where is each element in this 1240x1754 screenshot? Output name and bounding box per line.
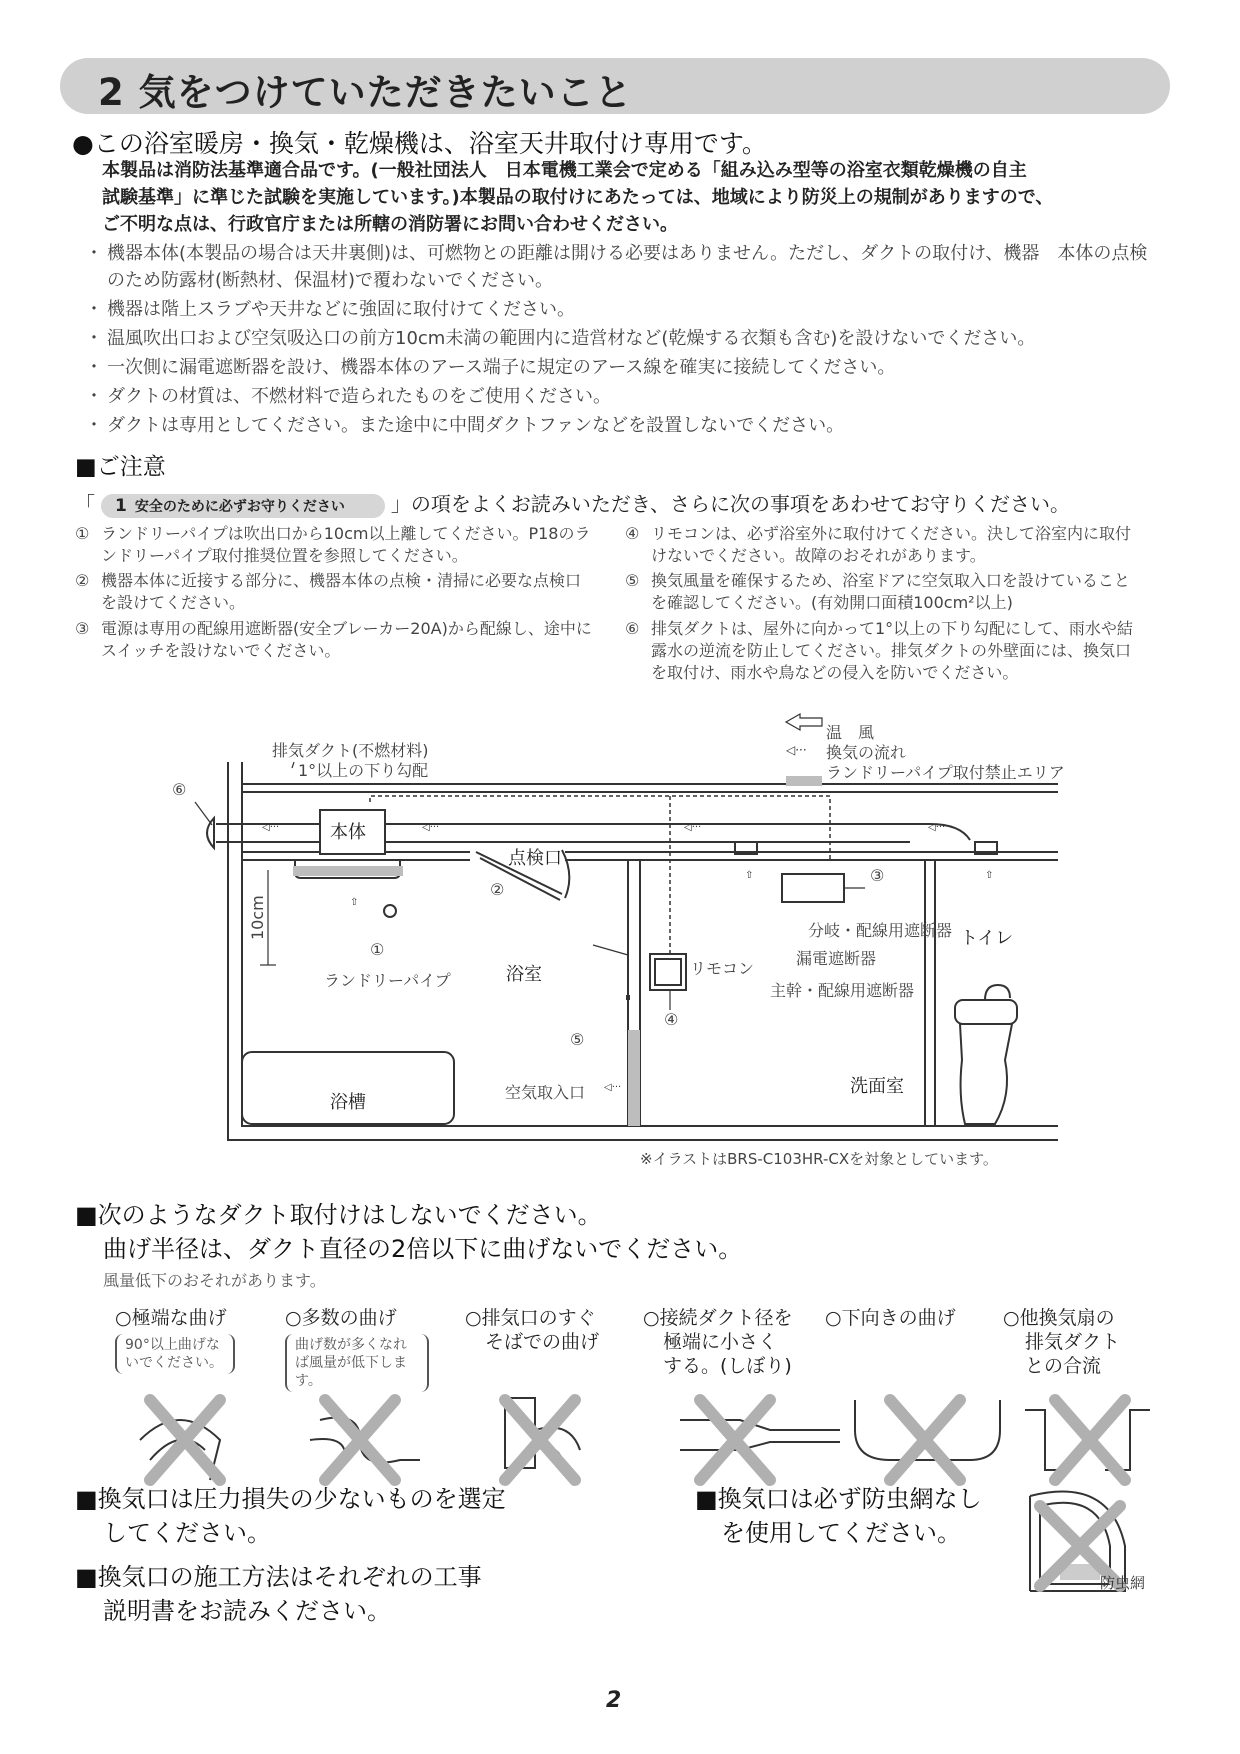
svg-text:◁···: ◁··· [786, 743, 807, 757]
duct-label-2: 1°以上の下り勾配 [298, 761, 429, 780]
caution-reference: 「 1 安全のために必ずお守りください 」の項をよくお読みいただき、さらに次の事項をあわせてお守りください。 [75, 492, 1071, 516]
duct-heading: ■次のようなダクト取付けはしないでください。 曲げ半径は、ダクト直径の2倍以下に曲げないでください。 [75, 1201, 743, 1263]
legend-vent: 換気の流れ [826, 743, 907, 762]
note-3: ③ 電源は専用の配線用遮断器(安全ブレーカー20A)から配線し、途中にスイッチを設けないでください。 [75, 619, 592, 660]
duct-case-6: ○他換気扇の 排気ダクト との合流 [1003, 1307, 1121, 1377]
list-item: ・ ダクトは専用としてください。また途中に中間ダクトファンなどを設置しないでください。 [85, 412, 1165, 439]
list-item: ・ 温風吹出口および空気吸込口の前方10cm未満の範囲内に造営材など(乾燥する衣類も含む)を設けないでください。 [85, 325, 1165, 352]
leakage-breaker-label: 漏電遮断器 [796, 949, 877, 968]
callout-1: ① [370, 940, 385, 959]
duct-case-2: ○多数の曲げ 曲げ数が多くなれば風量が低下します。 [285, 1306, 429, 1392]
section-banner [60, 58, 1170, 114]
unit-label: 本体 [330, 822, 366, 843]
legend-zone: ランドリーパイプ取付禁止エリア [826, 763, 1065, 782]
duct-case-1: ○極端な曲げ 90°以上曲げないでください。 [115, 1306, 235, 1374]
svg-text:◁···: ◁··· [684, 822, 702, 833]
main-breaker-label: 主幹・配線用遮断器 [770, 981, 915, 1000]
note-5: ⑤ 換気風量を確保するため、浴室ドアに空気取入口を設けていることを確認してください。(有効開口面積100cm²以上) [625, 571, 1130, 612]
svg-text:⇧: ⇧ [745, 870, 754, 881]
dimension-10cm: 10cm [248, 895, 267, 940]
note-4: ④ リモコンは、必ず浴室外に取付けてください。決して浴室内に取付けないでください。故障のおそれがあります。 [625, 524, 1132, 565]
note-1: ① ランドリーパイプは吹出口から10cm以上離してください。P18のランドリーパイプ取付推奨位置を参照してください。 [75, 524, 591, 565]
cross-marks [150, 1400, 1125, 1480]
washroom-label: 洗面室 [850, 1076, 904, 1097]
duct-case-3: ○排気口のすぐ そばでの曲げ [465, 1307, 600, 1353]
section-title: 2 気をつけていただきたいこと [98, 71, 633, 114]
callout-3: ③ [870, 866, 885, 885]
list-item: ・ ダクトの材質は、不燃材料で造られたものをご使用ください。 [85, 383, 1165, 410]
callout-4: ④ [664, 1010, 679, 1029]
reference-pill: 1 安全のために必ずお守りください [101, 494, 385, 518]
air-inlet-label: 空気取入口 [505, 1083, 586, 1102]
duct-case-4: ○接続ダクト径を 極端に小さく する。(しぼり) [643, 1307, 793, 1377]
lead-text: ●この浴室暖房・換気・乾燥機は、浴室天井取付け専用です。 [72, 129, 767, 158]
callout-6: ⑥ [172, 780, 187, 799]
legend-warm: 温 風 [826, 723, 875, 742]
no-insect-net-heading: ■換気口は必ず防虫網なし を使用してください。 [695, 1485, 982, 1547]
page-number: 2 [606, 1688, 622, 1713]
laundry-pipe-label: ランドリーパイプ [324, 971, 451, 990]
note-6: ⑥ 排気ダクトは、屋外に向かって1°以上の下り勾配にして、雨水や結露水の逆流を防止してください。排気ダクトの外壁面には、換気口を取付け、雨水や鳥などの侵入を防いでください。 [625, 619, 1133, 682]
vent-select-heading: ■換気口は圧力損失の少ないものを選定 してください。 [75, 1485, 506, 1547]
inspection-hatch-label: 点検口 [508, 848, 562, 869]
no-install-zone [293, 866, 403, 876]
lead-subtext: 本製品は消防法基準適合品です。(一般社団法人 日本電機工業会で定める「組み込み型等の浴室衣類乾燥機の自主 試験基準」に準じた試験を実施しています。)本製品の取付けにあたっては、地域により防災上の規制がありますので、 ご不明な点は、行政官庁または所轄の消防署にお問い合わせください。 [102, 160, 1054, 235]
callout-5: ⑤ [570, 1030, 585, 1049]
duct-label-1: 排気ダクト(不燃材料) [272, 741, 429, 760]
toilet-label: トイレ [960, 928, 1014, 949]
note-2: ② 機器本体に近接する部分に、機器本体の点検・清掃に必要な点検口を設けてください。 [75, 571, 582, 612]
remote-control-label: リモコン [690, 959, 755, 978]
svg-text:◁···: ◁··· [928, 822, 946, 833]
svg-text:⇧: ⇧ [350, 897, 359, 908]
svg-text:◁···: ◁··· [422, 822, 440, 833]
svg-text:⇧: ⇧ [985, 870, 994, 881]
duct-illustrations [120, 1380, 1170, 1490]
duct-case-5: ○下向きの曲げ [825, 1307, 956, 1329]
svg-text:◁···: ◁··· [604, 1082, 622, 1093]
list-item: ・ 一次側に漏電遮断器を設け、機器本体のアース端子に規定のアース線を確実に接続してください。 [85, 354, 1165, 381]
list-item: ・ 機器本体(本製品の場合は天井裏側)は、可燃物との距離は開ける必要はありません。ただし、ダクトの取付け、機器 本体の点検のため防露材(断熱材、保温材)で覆わないでください。 [85, 240, 1165, 294]
svg-text:◁···: ◁··· [262, 822, 280, 833]
branch-breaker-label: 分岐・配線用遮断器 [808, 921, 953, 940]
bathtub-label: 浴槽 [330, 1092, 366, 1113]
bathroom-label: 浴室 [506, 964, 542, 985]
bullet-list [85, 240, 1165, 441]
diagram-footnote: ※イラストはBRS-C103HR-CXを対象としています。 [640, 1150, 998, 1168]
insect-net-label: 防虫網 [1100, 1574, 1146, 1592]
vent-install-heading: ■換気口の施工方法はそれぞれの工事 説明書をお読みください。 [75, 1563, 482, 1625]
duct-subtext: 風量低下のおそれがあります。 [103, 1271, 326, 1290]
caution-heading: ■ご注意 [75, 454, 166, 480]
list-item: ・ 機器は階上スラブや天井などに強固に取付けてください。 [85, 296, 1165, 323]
callout-2: ② [490, 880, 505, 899]
